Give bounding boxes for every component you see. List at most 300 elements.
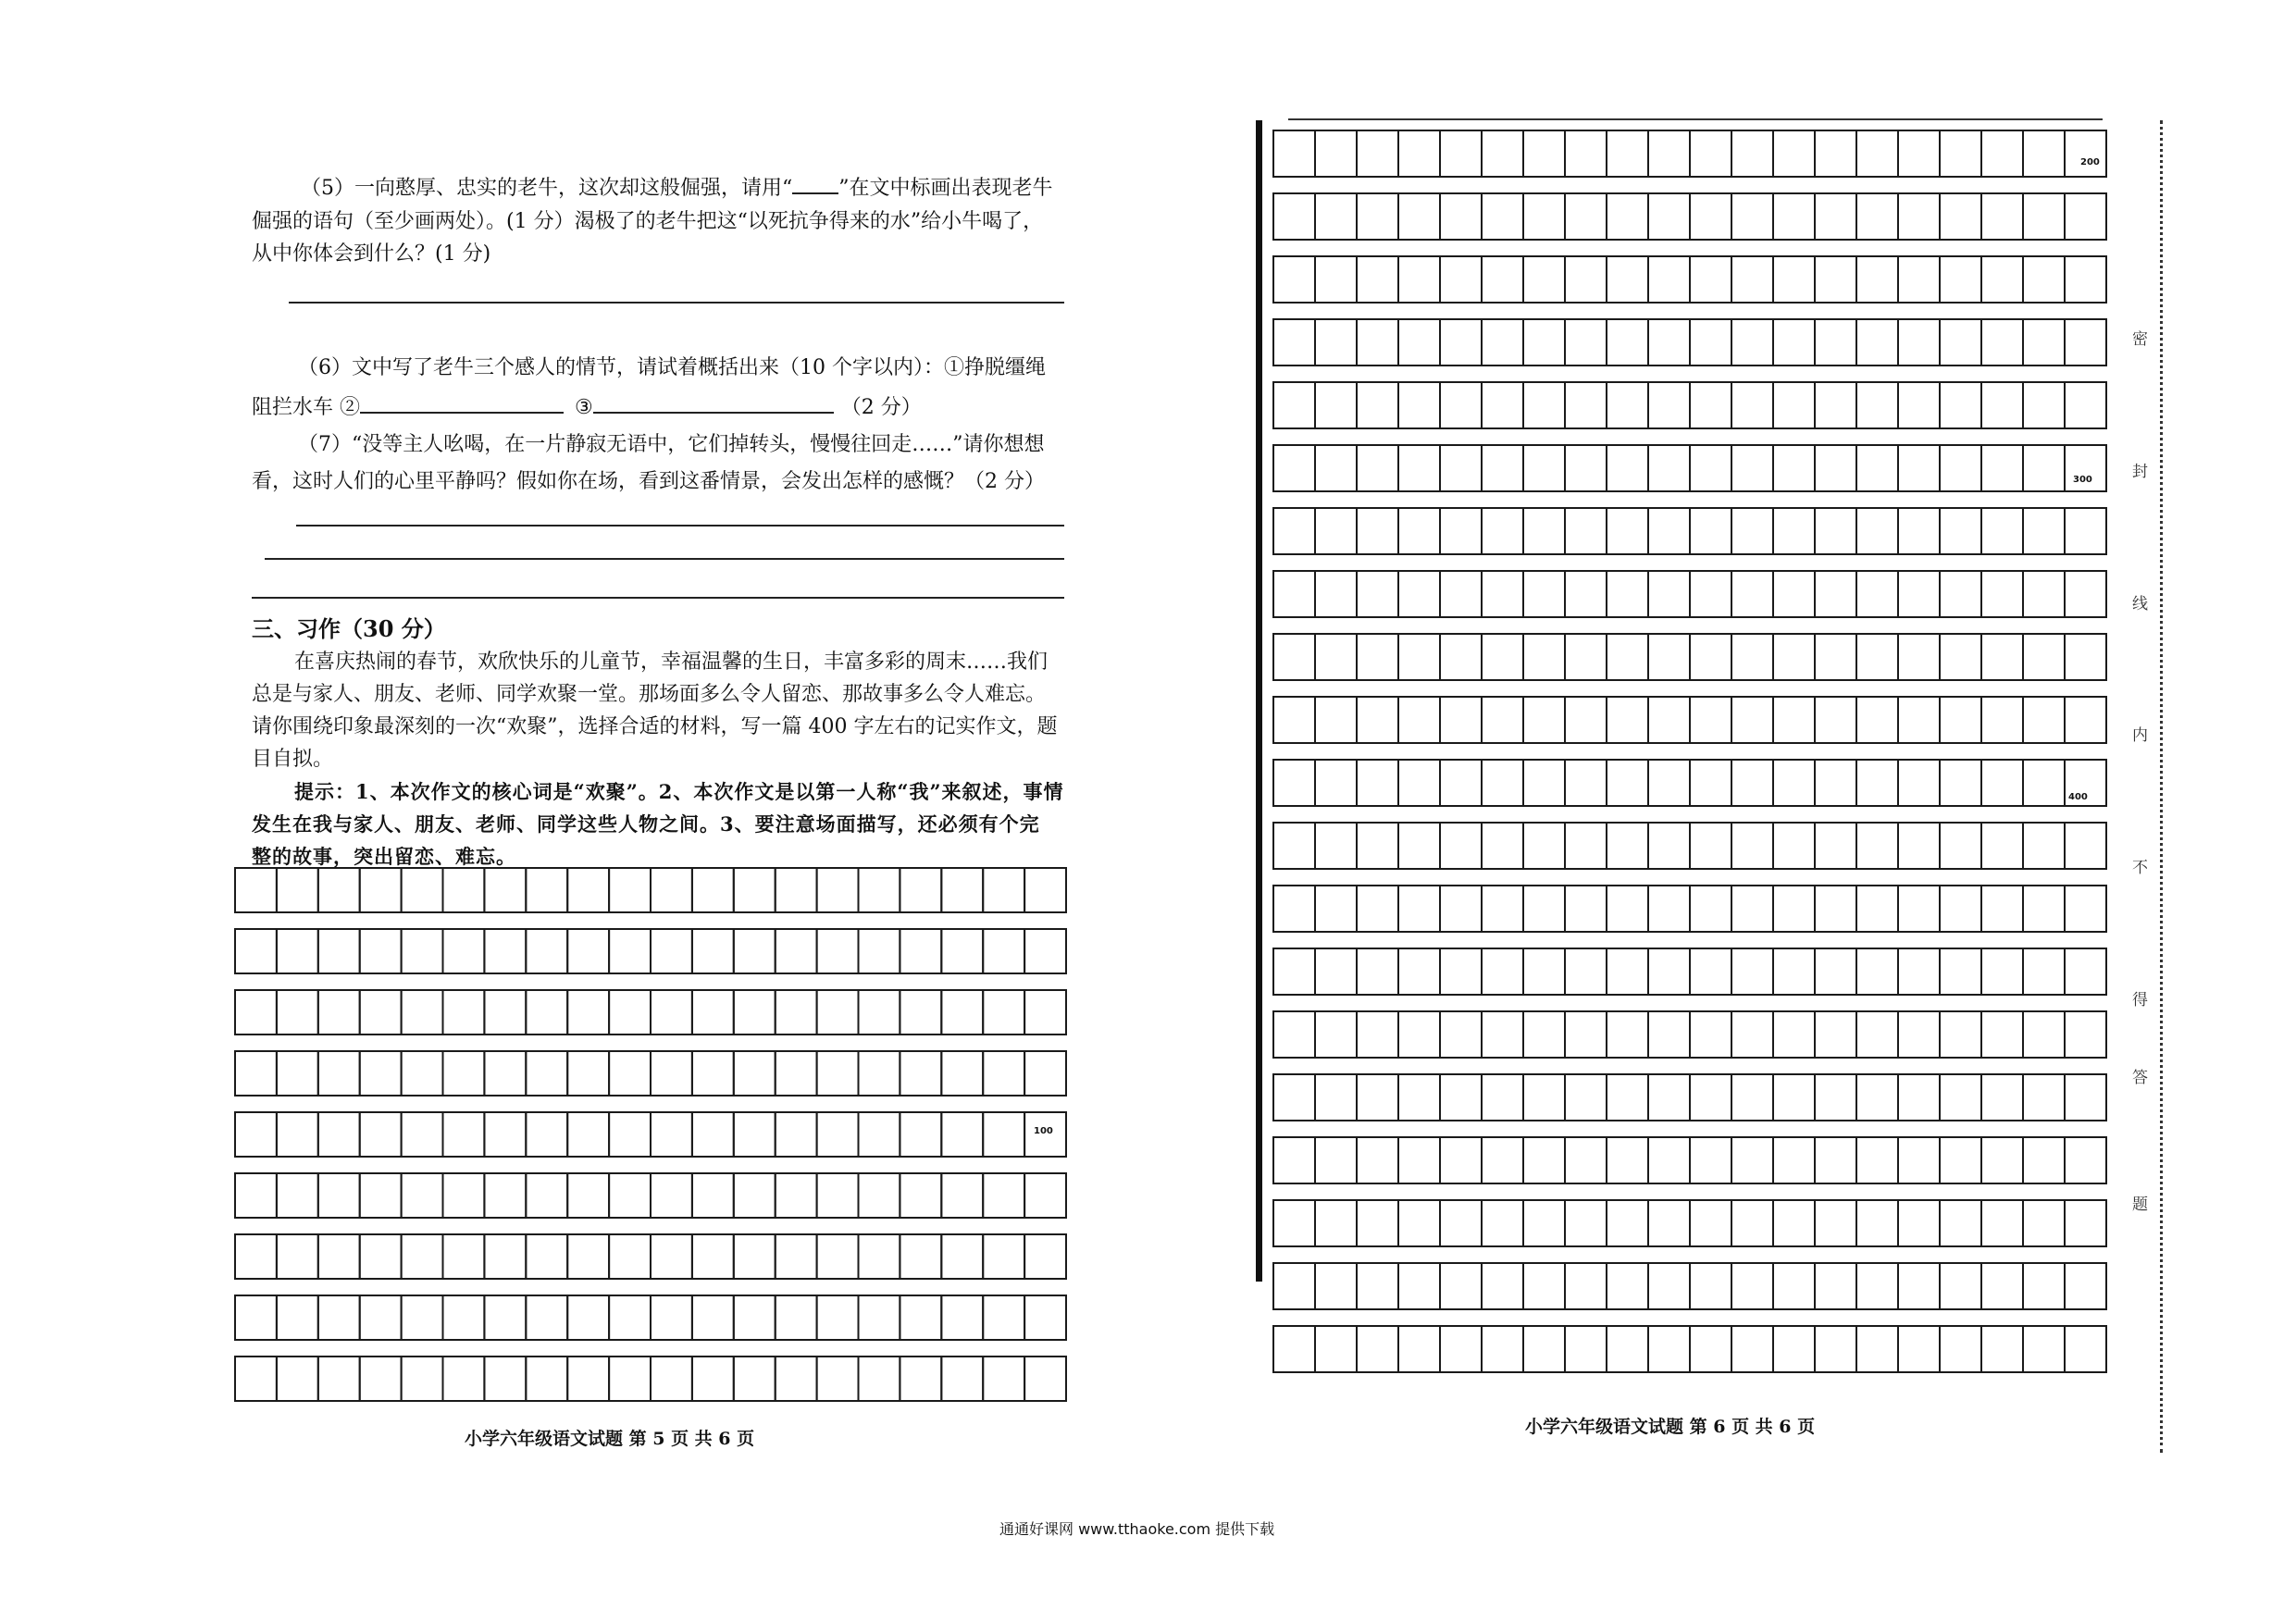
grid-cell[interactable] <box>983 1234 1024 1279</box>
grid-cell[interactable] <box>235 868 277 912</box>
grid-cell[interactable] <box>1565 1326 1607 1372</box>
grid-cell[interactable] <box>1607 1200 1648 1246</box>
grid-cell[interactable] <box>1690 193 1731 240</box>
grid-cell[interactable] <box>1648 1263 1690 1309</box>
grid-cell[interactable] <box>1981 256 2023 303</box>
grid-cell[interactable] <box>1523 130 1565 177</box>
grid-cell[interactable] <box>1565 1263 1607 1309</box>
grid-cell[interactable] <box>1940 634 1981 680</box>
grid-cell[interactable] <box>2023 1137 2065 1183</box>
grid-cell[interactable] <box>1690 1011 1731 1058</box>
grid-cell[interactable] <box>1773 445 1815 491</box>
grid-cell[interactable] <box>1315 1200 1357 1246</box>
grid-cell[interactable] <box>776 1234 817 1279</box>
grid-cell[interactable] <box>1024 1173 1066 1218</box>
grid-cell[interactable] <box>402 1234 443 1279</box>
grid-cell[interactable] <box>1815 193 1856 240</box>
grid-cell[interactable] <box>1773 193 1815 240</box>
grid-cell[interactable] <box>1315 193 1357 240</box>
grid-cell[interactable] <box>2023 1011 2065 1058</box>
grid-cell[interactable] <box>1815 130 1856 177</box>
grid-cell[interactable] <box>2065 1074 2106 1121</box>
grid-cell[interactable] <box>1315 948 1357 995</box>
grid-cell[interactable] <box>1024 1051 1066 1096</box>
grid-cell[interactable] <box>360 1295 402 1340</box>
grid-cell[interactable] <box>1690 1200 1731 1246</box>
grid-cell[interactable] <box>900 929 941 973</box>
grid-cell[interactable] <box>1398 1011 1440 1058</box>
grid-cell[interactable] <box>1565 193 1607 240</box>
grid-cell[interactable] <box>1648 697 1690 743</box>
grid-cell[interactable] <box>1856 445 1898 491</box>
grid-cell[interactable] <box>651 1357 692 1401</box>
grid-cell[interactable] <box>1773 1011 1815 1058</box>
grid-cell[interactable] <box>1273 445 1315 491</box>
grid-cell[interactable] <box>1523 1263 1565 1309</box>
grid-cell[interactable] <box>1482 382 1523 428</box>
grid-cell[interactable] <box>1940 130 1981 177</box>
grid-cell[interactable] <box>1690 256 1731 303</box>
grid-cell[interactable] <box>1856 1137 1898 1183</box>
grid-cell[interactable] <box>1981 319 2023 365</box>
grid-cell[interactable] <box>2065 130 2106 177</box>
grid-cell[interactable] <box>1440 445 1482 491</box>
grid-cell[interactable] <box>1690 634 1731 680</box>
grid-cell[interactable] <box>1981 760 2023 806</box>
grid-cell[interactable] <box>1898 823 1940 869</box>
grid-cell[interactable] <box>2065 193 2106 240</box>
grid-cell[interactable] <box>692 1234 734 1279</box>
grid-cell[interactable] <box>318 1234 360 1279</box>
grid-cell[interactable] <box>1398 508 1440 554</box>
grid-cell[interactable] <box>2023 697 2065 743</box>
grid-cell[interactable] <box>443 1295 485 1340</box>
grid-cell[interactable] <box>1648 571 1690 617</box>
grid-cell[interactable] <box>1731 1137 1773 1183</box>
grid-cell[interactable] <box>1690 130 1731 177</box>
grid-cell[interactable] <box>1357 823 1398 869</box>
grid-cell[interactable] <box>609 1234 651 1279</box>
grid-cell[interactable] <box>2065 1263 2106 1309</box>
grid-cell[interactable] <box>402 929 443 973</box>
grid-cell[interactable] <box>360 868 402 912</box>
grid-cell[interactable] <box>1398 130 1440 177</box>
grid-cell[interactable] <box>1357 1137 1398 1183</box>
grid-cell[interactable] <box>235 929 277 973</box>
grid-cell[interactable] <box>1856 1074 1898 1121</box>
grid-cell[interactable] <box>859 1173 900 1218</box>
grid-cell[interactable] <box>1024 1295 1066 1340</box>
grid-cell[interactable] <box>318 1357 360 1401</box>
grid-cell[interactable] <box>1357 697 1398 743</box>
grid-cell[interactable] <box>277 1173 318 1218</box>
grid-cell[interactable] <box>1815 760 1856 806</box>
grid-cell[interactable] <box>1398 382 1440 428</box>
grid-cell[interactable] <box>1648 130 1690 177</box>
grid-cell[interactable] <box>692 1173 734 1218</box>
grid-cell[interactable] <box>567 1295 609 1340</box>
grid-cell[interactable] <box>1648 319 1690 365</box>
grid-cell[interactable] <box>734 1234 776 1279</box>
grid-cell[interactable] <box>983 990 1024 1035</box>
grid-cell[interactable] <box>983 1112 1024 1157</box>
grid-cell[interactable] <box>1440 886 1482 932</box>
grid-cell[interactable] <box>1898 193 1940 240</box>
grid-cell[interactable] <box>1815 508 1856 554</box>
grid-cell[interactable] <box>1815 697 1856 743</box>
grid-cell[interactable] <box>1357 382 1398 428</box>
grid-cell[interactable] <box>1690 1137 1731 1183</box>
grid-cell[interactable] <box>1440 1137 1482 1183</box>
grid-cell[interactable] <box>1940 1263 1981 1309</box>
grid-cell[interactable] <box>402 1173 443 1218</box>
grid-cell[interactable] <box>1981 1263 2023 1309</box>
grid-cell[interactable] <box>235 1295 277 1340</box>
grid-cell[interactable] <box>1607 508 1648 554</box>
grid-cell[interactable] <box>1773 319 1815 365</box>
grid-cell[interactable] <box>1940 571 1981 617</box>
grid-cell[interactable] <box>651 1112 692 1157</box>
grid-cell[interactable] <box>1607 697 1648 743</box>
grid-cell[interactable] <box>983 1173 1024 1218</box>
grid-cell[interactable] <box>1565 382 1607 428</box>
grid-cell[interactable] <box>1940 823 1981 869</box>
grid-cell[interactable] <box>318 1051 360 1096</box>
grid-cell[interactable] <box>1815 1326 1856 1372</box>
grid-cell[interactable] <box>1565 508 1607 554</box>
grid-cell[interactable] <box>651 868 692 912</box>
grid-cell[interactable] <box>1482 571 1523 617</box>
grid-cell[interactable] <box>1690 697 1731 743</box>
grid-cell[interactable] <box>1273 634 1315 680</box>
grid-cell[interactable] <box>1731 948 1773 995</box>
grid-cell[interactable] <box>1440 1200 1482 1246</box>
grid-cell[interactable] <box>941 990 983 1035</box>
grid-cell[interactable] <box>817 1112 859 1157</box>
grid-cell[interactable] <box>941 929 983 973</box>
grid-cell[interactable] <box>1648 760 1690 806</box>
grid-cell[interactable] <box>1357 130 1398 177</box>
grid-cell[interactable] <box>1440 256 1482 303</box>
grid-cell[interactable] <box>1856 382 1898 428</box>
grid-cell[interactable] <box>484 990 526 1035</box>
grid-cell[interactable] <box>1440 760 1482 806</box>
grid-cell[interactable] <box>1482 1074 1523 1121</box>
grid-cell[interactable] <box>1815 886 1856 932</box>
grid-cell[interactable] <box>526 990 567 1035</box>
grid-cell[interactable] <box>817 868 859 912</box>
grid-cell[interactable] <box>983 929 1024 973</box>
grid-cell[interactable] <box>1898 1011 1940 1058</box>
grid-cell[interactable] <box>1607 634 1648 680</box>
grid-cell[interactable] <box>1981 823 2023 869</box>
q7-answer-line-2[interactable] <box>265 558 1064 560</box>
grid-cell[interactable] <box>1523 1200 1565 1246</box>
grid-cell[interactable] <box>651 1173 692 1218</box>
q6-answer-blank-3[interactable] <box>593 412 834 414</box>
grid-cell[interactable] <box>609 1173 651 1218</box>
grid-cell[interactable] <box>1731 1074 1773 1121</box>
grid-cell[interactable] <box>1273 697 1315 743</box>
grid-cell[interactable] <box>1315 886 1357 932</box>
grid-cell[interactable] <box>1940 886 1981 932</box>
grid-cell[interactable] <box>1440 382 1482 428</box>
grid-cell[interactable] <box>1273 823 1315 869</box>
grid-cell[interactable] <box>1357 319 1398 365</box>
grid-cell[interactable] <box>1357 1263 1398 1309</box>
grid-cell[interactable] <box>1815 823 1856 869</box>
grid-cell[interactable] <box>1981 634 2023 680</box>
grid-cell[interactable] <box>1398 948 1440 995</box>
grid-cell[interactable] <box>1357 445 1398 491</box>
grid-cell[interactable] <box>1856 130 1898 177</box>
grid-cell[interactable] <box>1357 1326 1398 1372</box>
grid-cell[interactable] <box>318 868 360 912</box>
grid-cell[interactable] <box>1940 256 1981 303</box>
grid-cell[interactable] <box>1773 1137 1815 1183</box>
grid-cell[interactable] <box>1940 382 1981 428</box>
grid-cell[interactable] <box>1648 634 1690 680</box>
grid-cell[interactable] <box>277 1051 318 1096</box>
grid-cell[interactable] <box>941 1357 983 1401</box>
grid-cell[interactable] <box>1690 760 1731 806</box>
grid-cell[interactable] <box>776 1051 817 1096</box>
grid-cell[interactable] <box>318 1173 360 1218</box>
grid-cell[interactable] <box>1565 760 1607 806</box>
grid-cell[interactable] <box>1856 823 1898 869</box>
grid-cell[interactable] <box>1523 1326 1565 1372</box>
grid-cell[interactable] <box>609 1051 651 1096</box>
grid-cell[interactable] <box>1482 760 1523 806</box>
grid-cell[interactable] <box>1440 130 1482 177</box>
grid-cell[interactable] <box>900 1357 941 1401</box>
grid-cell[interactable] <box>443 1051 485 1096</box>
grid-cell[interactable] <box>1731 760 1773 806</box>
grid-cell[interactable] <box>360 990 402 1035</box>
grid-cell[interactable] <box>1357 760 1398 806</box>
grid-cell[interactable] <box>1731 634 1773 680</box>
grid-cell[interactable] <box>776 1295 817 1340</box>
grid-cell[interactable] <box>1565 823 1607 869</box>
grid-cell[interactable] <box>1607 193 1648 240</box>
grid-cell[interactable] <box>1981 1326 2023 1372</box>
grid-cell[interactable] <box>776 1173 817 1218</box>
grid-cell[interactable] <box>277 1295 318 1340</box>
grid-cell[interactable] <box>1565 1011 1607 1058</box>
grid-cell[interactable] <box>1315 760 1357 806</box>
grid-cell[interactable] <box>1398 1326 1440 1372</box>
grid-cell[interactable] <box>859 1295 900 1340</box>
grid-cell[interactable] <box>235 1112 277 1157</box>
grid-cell[interactable] <box>1273 760 1315 806</box>
grid-cell[interactable] <box>1523 508 1565 554</box>
grid-cell[interactable] <box>2023 823 2065 869</box>
grid-cell[interactable] <box>1856 193 1898 240</box>
grid-cell[interactable] <box>318 929 360 973</box>
grid-cell[interactable] <box>1398 1200 1440 1246</box>
grid-cell[interactable] <box>1482 508 1523 554</box>
grid-cell[interactable] <box>567 1357 609 1401</box>
grid-cell[interactable] <box>402 1051 443 1096</box>
grid-cell[interactable] <box>1482 1137 1523 1183</box>
grid-cell[interactable] <box>1523 1137 1565 1183</box>
grid-cell[interactable] <box>1773 1263 1815 1309</box>
grid-cell[interactable] <box>1273 508 1315 554</box>
grid-cell[interactable] <box>776 990 817 1035</box>
grid-cell[interactable] <box>1024 868 1066 912</box>
grid-cell[interactable] <box>1815 1137 1856 1183</box>
grid-cell[interactable] <box>1981 1074 2023 1121</box>
grid-cell[interactable] <box>526 868 567 912</box>
grid-cell[interactable] <box>734 1357 776 1401</box>
grid-cell[interactable] <box>1607 571 1648 617</box>
grid-cell[interactable] <box>1315 1011 1357 1058</box>
grid-cell[interactable] <box>1981 1011 2023 1058</box>
grid-cell[interactable] <box>692 1051 734 1096</box>
grid-cell[interactable] <box>1440 508 1482 554</box>
grid-cell[interactable] <box>2023 445 2065 491</box>
grid-cell[interactable] <box>1773 382 1815 428</box>
grid-cell[interactable] <box>983 1295 1024 1340</box>
grid-cell[interactable] <box>1981 697 2023 743</box>
grid-cell[interactable] <box>1482 823 1523 869</box>
grid-cell[interactable] <box>402 868 443 912</box>
grid-cell[interactable] <box>1940 1137 1981 1183</box>
grid-cell[interactable] <box>1315 130 1357 177</box>
grid-cell[interactable] <box>1648 193 1690 240</box>
grid-cell[interactable] <box>1648 823 1690 869</box>
grid-cell[interactable] <box>1815 1200 1856 1246</box>
grid-cell[interactable] <box>1648 948 1690 995</box>
grid-cell[interactable] <box>1898 508 1940 554</box>
grid-cell[interactable] <box>277 990 318 1035</box>
grid-cell[interactable] <box>900 1173 941 1218</box>
grid-cell[interactable] <box>1940 948 1981 995</box>
grid-cell[interactable] <box>1773 1074 1815 1121</box>
grid-cell[interactable] <box>1898 1200 1940 1246</box>
grid-cell[interactable] <box>1815 1263 1856 1309</box>
grid-cell[interactable] <box>567 990 609 1035</box>
grid-cell[interactable] <box>1482 948 1523 995</box>
grid-cell[interactable] <box>1273 319 1315 365</box>
grid-cell[interactable] <box>609 1295 651 1340</box>
grid-cell[interactable] <box>1856 319 1898 365</box>
grid-cell[interactable] <box>692 990 734 1035</box>
grid-cell[interactable] <box>1357 948 1398 995</box>
grid-cell[interactable] <box>526 1357 567 1401</box>
grid-cell[interactable] <box>692 1295 734 1340</box>
grid-cell[interactable] <box>2065 948 2106 995</box>
grid-cell[interactable] <box>1648 1074 1690 1121</box>
grid-cell[interactable] <box>1357 634 1398 680</box>
grid-cell[interactable] <box>983 1051 1024 1096</box>
grid-cell[interactable] <box>734 1295 776 1340</box>
grid-cell[interactable] <box>1357 508 1398 554</box>
grid-cell[interactable] <box>2065 1011 2106 1058</box>
grid-cell[interactable] <box>277 929 318 973</box>
grid-cell[interactable] <box>1440 697 1482 743</box>
grid-cell[interactable] <box>2065 508 2106 554</box>
grid-cell[interactable] <box>1607 1263 1648 1309</box>
grid-cell[interactable] <box>817 1295 859 1340</box>
grid-cell[interactable] <box>1565 445 1607 491</box>
grid-cell[interactable] <box>1648 445 1690 491</box>
grid-cell[interactable] <box>1523 1074 1565 1121</box>
q6-answer-blank-2[interactable] <box>360 412 564 414</box>
grid-cell[interactable] <box>1607 1326 1648 1372</box>
grid-cell[interactable] <box>402 1295 443 1340</box>
grid-cell[interactable] <box>526 929 567 973</box>
grid-cell[interactable] <box>1815 319 1856 365</box>
grid-cell[interactable] <box>1607 130 1648 177</box>
grid-cell[interactable] <box>1856 1200 1898 1246</box>
grid-cell[interactable] <box>1940 445 1981 491</box>
grid-cell[interactable] <box>1315 256 1357 303</box>
grid-cell[interactable] <box>2065 823 2106 869</box>
grid-cell[interactable] <box>1607 382 1648 428</box>
grid-cell[interactable] <box>1940 760 1981 806</box>
grid-cell[interactable] <box>1607 948 1648 995</box>
grid-cell[interactable] <box>1357 256 1398 303</box>
grid-cell[interactable] <box>567 929 609 973</box>
grid-cell[interactable] <box>941 1051 983 1096</box>
grid-cell[interactable] <box>1856 886 1898 932</box>
grid-cell[interactable] <box>1607 1074 1648 1121</box>
grid-cell[interactable] <box>651 1295 692 1340</box>
grid-cell[interactable] <box>235 1173 277 1218</box>
grid-cell[interactable] <box>2023 571 2065 617</box>
grid-cell[interactable] <box>1398 193 1440 240</box>
grid-cell[interactable] <box>1607 823 1648 869</box>
grid-cell[interactable] <box>983 868 1024 912</box>
grid-cell[interactable] <box>2023 760 2065 806</box>
grid-cell[interactable] <box>1273 382 1315 428</box>
grid-cell[interactable] <box>941 1234 983 1279</box>
grid-cell[interactable] <box>1523 193 1565 240</box>
grid-cell[interactable] <box>1981 508 2023 554</box>
grid-cell[interactable] <box>1815 445 1856 491</box>
grid-cell[interactable] <box>318 1295 360 1340</box>
grid-cell[interactable] <box>443 868 485 912</box>
grid-cell[interactable] <box>1523 886 1565 932</box>
grid-cell[interactable] <box>1315 1263 1357 1309</box>
grid-cell[interactable] <box>1398 571 1440 617</box>
grid-cell[interactable] <box>1357 193 1398 240</box>
grid-cell[interactable] <box>734 1112 776 1157</box>
grid-cell[interactable] <box>941 1295 983 1340</box>
grid-cell[interactable] <box>1856 1326 1898 1372</box>
grid-cell[interactable] <box>1648 1326 1690 1372</box>
grid-cell[interactable] <box>1898 760 1940 806</box>
grid-cell[interactable] <box>1981 948 2023 995</box>
grid-cell[interactable] <box>859 929 900 973</box>
grid-cell[interactable] <box>1523 760 1565 806</box>
grid-cell[interactable] <box>900 1234 941 1279</box>
grid-cell[interactable] <box>983 1357 1024 1401</box>
grid-cell[interactable] <box>776 929 817 973</box>
grid-cell[interactable] <box>817 1234 859 1279</box>
grid-cell[interactable] <box>443 1234 485 1279</box>
grid-cell[interactable] <box>318 1112 360 1157</box>
grid-cell[interactable] <box>1273 1074 1315 1121</box>
grid-cell[interactable] <box>277 1112 318 1157</box>
grid-cell[interactable] <box>2065 319 2106 365</box>
grid-cell[interactable] <box>526 1112 567 1157</box>
grid-cell[interactable] <box>1856 1011 1898 1058</box>
grid-cell[interactable] <box>734 1173 776 1218</box>
grid-cell[interactable] <box>1898 382 1940 428</box>
grid-cell[interactable] <box>360 1357 402 1401</box>
